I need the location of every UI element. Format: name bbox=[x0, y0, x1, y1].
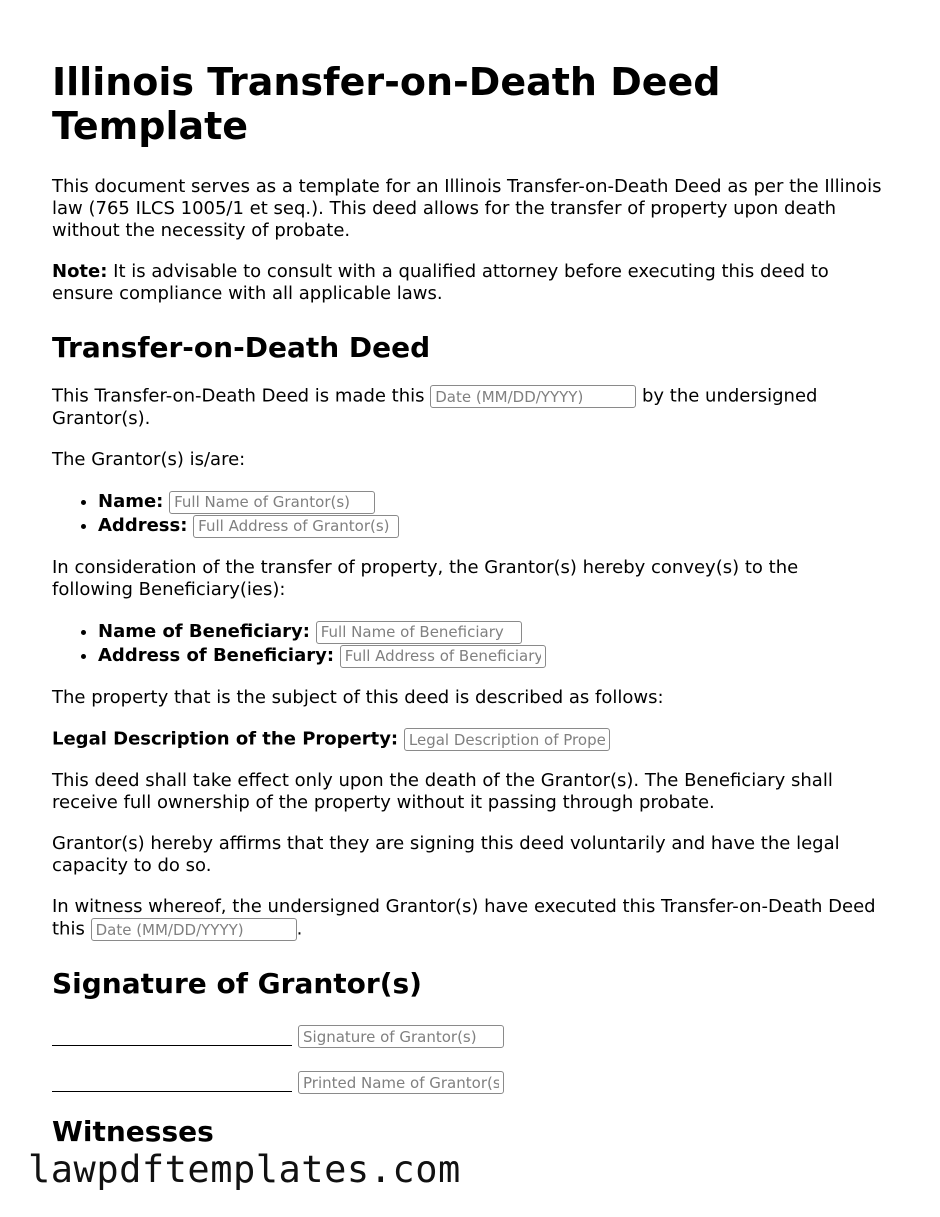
grantor-address-input[interactable] bbox=[193, 515, 399, 538]
witnesses-heading: Witnesses bbox=[52, 1115, 214, 1148]
beneficiary-list bbox=[52, 620, 882, 668]
beneficiary-name-item bbox=[98, 620, 882, 644]
witness-date-input[interactable] bbox=[91, 918, 297, 941]
grantor-address-item bbox=[98, 514, 882, 538]
deed-made-text-after: by the undersigned Grantor(s). bbox=[52, 385, 818, 429]
affirm-paragraph: Grantor(s) hereby affirms that they are signing this deed voluntarily and have the legal capacity to do so. bbox=[52, 833, 840, 876]
printed-name-line bbox=[52, 1073, 292, 1092]
note-paragraph bbox=[52, 261, 882, 305]
effect-paragraph: This deed shall take effect only upon the death of the Grantor(s). The Beneficiary shall receive full ownership of the property without it passing through probate. bbox=[52, 770, 833, 813]
legal-description-input[interactable] bbox=[404, 728, 610, 751]
printed-name-input[interactable] bbox=[298, 1071, 504, 1094]
signature-input[interactable] bbox=[298, 1025, 504, 1048]
watermark: lawpdftemplates.com bbox=[28, 1148, 461, 1191]
property-intro: The property that is the subject of this deed is described as follows: bbox=[52, 687, 664, 708]
deed-made-text-before: This Transfer-on-Death Deed is made this bbox=[52, 385, 431, 407]
beneficiary-address-label: Address of Beneficiary: bbox=[98, 645, 335, 666]
deed-made-paragraph bbox=[52, 385, 882, 430]
note-text: It is advisable to consult with a qualified attorney before executing this deed to ensure compliance with all applicable laws. bbox=[52, 261, 829, 304]
legal-description-paragraph bbox=[52, 728, 882, 751]
document-page bbox=[52, 60, 882, 1169]
note-label: Note: bbox=[52, 261, 108, 282]
grantor-name-item bbox=[98, 490, 882, 514]
grantors-intro: The Grantor(s) is/are: bbox=[52, 449, 246, 470]
grantor-list bbox=[52, 490, 882, 538]
grantor-name-label: Name: bbox=[98, 491, 164, 512]
printed-name-row bbox=[52, 1069, 882, 1095]
deed-heading: Transfer-on-Death Deed bbox=[52, 331, 431, 364]
grantor-address-label: Address: bbox=[98, 515, 188, 536]
grantor-name-input[interactable] bbox=[169, 491, 375, 514]
beneficiary-name-input[interactable] bbox=[316, 621, 522, 644]
beneficiary-address-input[interactable] bbox=[340, 645, 546, 668]
legal-description-label: Legal Description of the Property: bbox=[52, 728, 399, 750]
beneficiary-name-label: Name of Beneficiary: bbox=[98, 621, 310, 642]
intro-paragraph: This document serves as a template for an Illinois Transfer-on-Death Deed as per the Illinois law (765 ILCS 1005/1 et seq.). This deed allows for the transfer of property upon death without the necessity of probate. bbox=[52, 176, 882, 241]
witness-text-before: In witness whereof, the undersigned Grantor(s) have executed this Transfer-on-Death Deed this bbox=[52, 896, 876, 940]
witness-text-after: . bbox=[296, 918, 303, 940]
page-title: Illinois Transfer-on-Death Deed Template bbox=[52, 60, 721, 148]
signature-row bbox=[52, 1023, 882, 1049]
consideration-paragraph: In consideration of the transfer of property, the Grantor(s) hereby convey(s) to the following Beneficiary(ies): bbox=[52, 557, 799, 600]
beneficiary-address-item bbox=[98, 644, 882, 668]
signature-heading: Signature of Grantor(s) bbox=[52, 967, 422, 1000]
deed-made-date-input[interactable] bbox=[430, 385, 636, 408]
witness-paragraph bbox=[52, 896, 882, 941]
signature-line bbox=[52, 1027, 292, 1046]
